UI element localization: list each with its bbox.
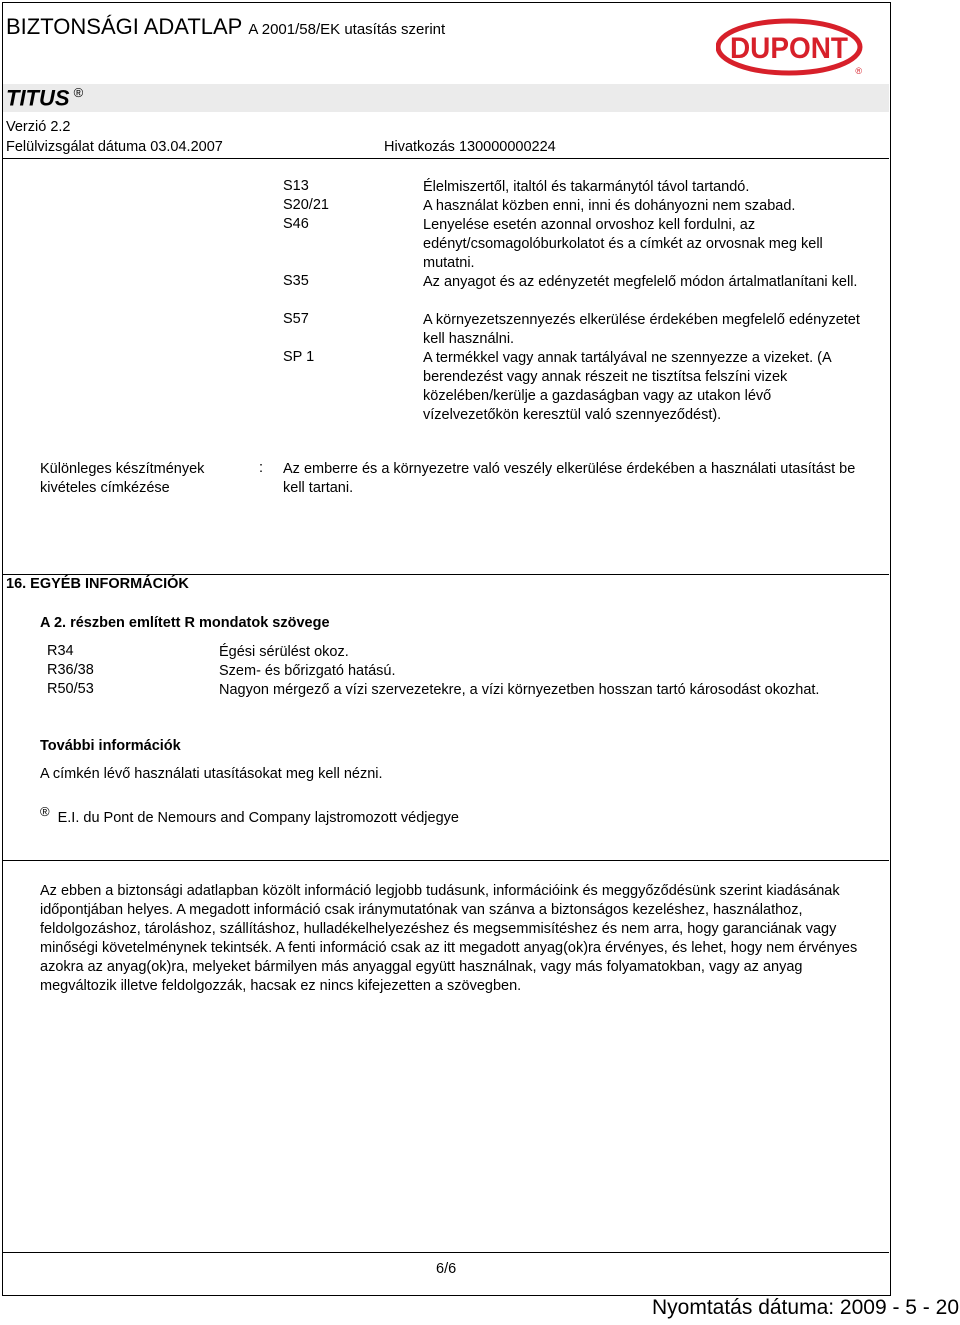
- special-labelling-label: [40, 460, 240, 498]
- trademark-text: E.I. du Pont de Nemours and Company lajstromozott védjegye: [57, 809, 459, 826]
- label-colon: :: [259, 460, 264, 476]
- s-phrase-code: S20/21: [283, 197, 329, 213]
- header-divider: [3, 158, 889, 159]
- page-number: 6/6: [436, 1261, 457, 1277]
- document-title: [6, 14, 445, 40]
- dupont-logo: [716, 18, 866, 76]
- product-title: TITUS: [6, 85, 70, 111]
- special-labelling-text: Az emberre és a környezetre való veszély elkerülése érdekében a használati utasítást be kell tartani.: [283, 461, 856, 496]
- s-phrase-text: A termékkel vagy annak tartályával ne szennyezze a vizeket. (A berendezést vagy annak részeit ne tisztítsa felszíni vizek közelében/kerülje a gazdaságban vagy az utakon lévő vízelvezetőkön keresztül való szennyeződést).: [423, 350, 831, 423]
- further-info-text: A címkén lévő használati utasításokat meg kell nézni.: [40, 766, 383, 782]
- further-info-heading: További információk: [40, 738, 181, 754]
- s-phrase-text: A használat közben enni, inni és dohányozni nem szabad.: [423, 198, 796, 214]
- r-phrase-code: R36/38: [47, 662, 94, 678]
- print-date: Nyomtatás dátuma: 2009 - 5 - 20: [652, 1296, 959, 1319]
- logo-text: DUPONT: [730, 32, 848, 65]
- s-phrase-code: S13: [283, 178, 309, 194]
- r-phrase-text: Nagyon mérgező a vízi szervezetekre, a vízi környezetben hosszan tartó károsodást okozhat.: [219, 682, 820, 698]
- sds-title: BIZTONSÁGI ADATLAP: [6, 14, 243, 39]
- footer-divider: [3, 1252, 889, 1253]
- r-phrase-text: Szem- és bőrizgató hatású.: [219, 663, 396, 679]
- s-phrase-text: Lenyelése esetén azonnal orvoshoz kell fordulni, az edényt/csomagolóburkolatot és a címkét az orvosnak meg kell mutatni.: [423, 217, 823, 271]
- s-phrase-text: Az anyagot és az edényzetét megfelelő módon ártalmatlanítani kell.: [423, 274, 858, 290]
- registered-trademark-icon: ®: [40, 804, 50, 819]
- section-divider: [3, 574, 889, 575]
- logo-registered-mark: ®: [855, 66, 862, 76]
- disclaimer-divider: [3, 860, 889, 861]
- registered-mark: ®: [73, 85, 84, 100]
- regulation-reference: A 2001/58/EK utasítás szerint: [248, 21, 446, 38]
- r-phrases-heading: A 2. részben említett R mondatok szövege: [40, 615, 330, 631]
- s-phrase-text: Élelmiszertől, italtól és takarmánytól távol tartandó.: [423, 179, 750, 195]
- r-phrase-code: R34: [47, 643, 74, 659]
- revision-date: Felülvizsgálat dátuma 03.04.2007: [6, 139, 223, 155]
- version: Verzió 2.2: [6, 119, 71, 135]
- s-phrase-text: A környezetszennyezés elkerülése érdekében megfelelő edényzetet kell használni.: [423, 312, 860, 347]
- trademark-note: [40, 804, 459, 826]
- special-labelling-label-text: Különleges készítmények kivételes címkézése: [40, 461, 205, 496]
- s-phrase-code: SP 1: [283, 349, 315, 365]
- r-phrase-code: R50/53: [47, 681, 94, 697]
- reference-number: Hivatkozás 130000000224: [384, 139, 556, 155]
- product-band: [3, 84, 889, 112]
- s-phrase-code: S57: [283, 311, 309, 327]
- product-name: [6, 85, 83, 111]
- disclaimer-text: Az ebben a biztonsági adatlapban közölt információ legjobb tudásunk, információink és meggyőződésünk szerint kiadásának időpontjában helyes. A megadott információ csak iránymutatónak van szánva a biztonságos kezeléshez, használathoz, feldolgozáshoz, tároláshoz, szállításhoz, hulladékelhelyezéshez és megsemmisítéshez és nem arra, hogy garanciának vagy minőségi követelménynek tekintsék. A fenti információ csak az itt megadott anyag(ok)ra érvényes, és lehet, hogy nem érvényes azokra az anyag(ok)ra, melyeket bármilyen más anyaggal együtt használnak, vagy más folyamatokban, vagy az anyag megváltozik illetve feldolgozzák, hacsak ez nincs kifejezetten a szövegben.: [40, 883, 858, 994]
- section-16-heading: 16. EGYÉB INFORMÁCIÓK: [6, 576, 189, 592]
- s-phrase-code: S35: [283, 273, 309, 289]
- r-phrase-text: Égési sérülést okoz.: [219, 644, 349, 660]
- s-phrase-code: S46: [283, 216, 309, 232]
